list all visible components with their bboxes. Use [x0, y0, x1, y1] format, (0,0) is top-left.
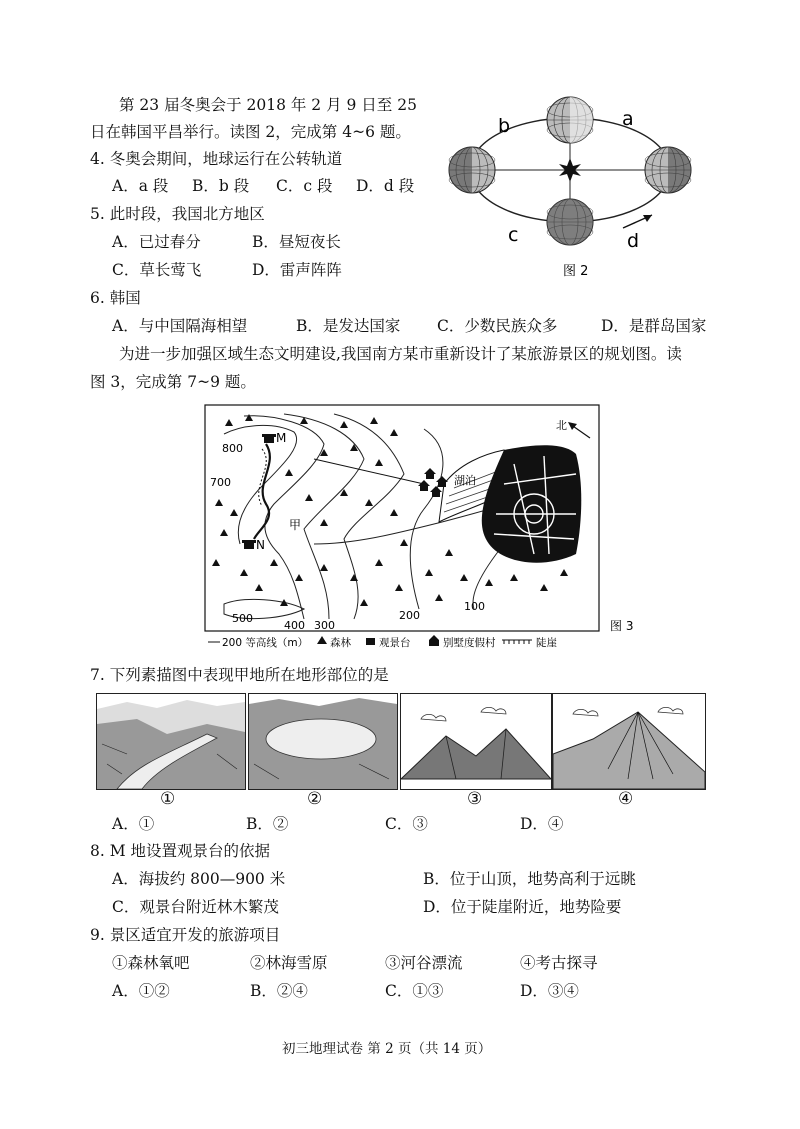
- svg-text:100: 100: [464, 600, 485, 613]
- q8-option-b: B．位于山顶，地势高利于远眺: [423, 870, 636, 888]
- sketch-1-valley: [96, 693, 246, 790]
- sketch-4-peak: [552, 693, 706, 790]
- page-footer: 初三地理试卷 第 2 页（共 14 页）: [282, 1041, 492, 1057]
- intro2-text-line1: 为进一步加强区域生态文明建设,我国南方某市重新设计了某旅游景区的规划图。读: [119, 345, 682, 363]
- orbit-label-b: b: [498, 115, 511, 137]
- q7-option-a: A．①: [112, 815, 155, 833]
- legend-villa: 别墅度假村: [443, 637, 496, 649]
- sketch-number-3: ③: [467, 789, 483, 809]
- q9-option-c: C．①③: [385, 982, 444, 1000]
- svg-text:700: 700: [210, 476, 231, 489]
- q6-option-c: C．少数民族众多: [437, 317, 558, 335]
- lake-label: 湖泊: [454, 474, 476, 487]
- orbit-label-a: a: [622, 108, 634, 130]
- point-jia-label: 甲: [289, 518, 302, 532]
- figure-2-orbit-diagram: [440, 92, 700, 282]
- q4-option-c: C．c 段: [276, 177, 333, 195]
- q4-option-d: D．d 段: [356, 177, 415, 195]
- q7-option-d: D．④: [520, 815, 564, 833]
- cliff-icon: [502, 640, 532, 644]
- q8-option-c: C．观景台附近林木繁茂: [112, 898, 279, 916]
- svg-text:300: 300: [314, 619, 335, 632]
- question-8-stem: 8. M 地设置观景台的依据: [90, 842, 271, 860]
- orbit-label-d: d: [627, 230, 640, 252]
- earth-globe-left: [449, 147, 495, 193]
- q4-option-b: B．b 段: [192, 177, 250, 195]
- orbit-label-c: c: [508, 224, 519, 246]
- figure-3-caption: 图 3: [610, 619, 634, 633]
- intro2-text-line2: 图 3，完成第 7~9 题。: [90, 373, 256, 391]
- legend-contour: 200 等高线（m）: [222, 637, 309, 649]
- q9-option-b: B．②④: [250, 982, 308, 1000]
- svg-text:500: 500: [232, 612, 253, 625]
- q9-item-2: ②林海雪原: [250, 954, 328, 972]
- viewpoint-icon-n: [242, 540, 256, 549]
- legend-forest: 森林: [330, 637, 351, 649]
- legend-viewpoint: 观景台: [379, 637, 411, 649]
- q7-option-c: C．③: [385, 815, 428, 833]
- q5-option-a: A．已过春分: [112, 233, 201, 251]
- q8-option-a: A．海拔约 800—900 米: [112, 870, 286, 888]
- sketch-number-1: ①: [160, 789, 176, 809]
- point-m-label: M: [276, 431, 287, 445]
- q8-option-d: D．位于陡崖附近，地势险要: [423, 898, 622, 916]
- svg-text:800: 800: [222, 442, 243, 455]
- point-n-label: N: [256, 538, 265, 552]
- svg-text:200: 200: [399, 609, 420, 622]
- figure-2-caption: 图 2: [563, 264, 589, 279]
- question-6-stem: 6. 韩国: [90, 289, 141, 307]
- tree-icon: [317, 636, 327, 644]
- q5-option-d: D．雷声阵阵: [252, 261, 342, 279]
- question-7-stem: 7. 下列素描图中表现甲地所在地形部位的是: [90, 666, 389, 684]
- q5-option-b: B．昼短夜长: [252, 233, 341, 251]
- q7-option-b: B．②: [246, 815, 289, 833]
- earth-globe-top: [547, 97, 593, 143]
- question-4-stem: 4. 冬奥会期间，地球运行在公转轨道: [90, 150, 343, 168]
- question-9-stem: 9. 景区适宜开发的旅游项目: [90, 926, 281, 944]
- viewpoint-icon: [366, 638, 375, 645]
- figure-3-contour-map: [204, 404, 644, 650]
- legend-cliff: 陡崖: [536, 637, 557, 649]
- villa-icon: [429, 635, 439, 646]
- q6-option-b: B．是发达国家: [296, 317, 401, 335]
- q9-item-4: ④考古探寻: [520, 954, 598, 972]
- viewpoint-icon-m: [262, 434, 276, 443]
- q6-option-a: A．与中国隔海相望: [112, 317, 248, 335]
- sketch-number-2: ②: [307, 789, 323, 809]
- svg-text:400: 400: [284, 619, 305, 632]
- q6-option-d: D．是群岛国家: [601, 317, 707, 335]
- q9-item-1: ①森林氧吧: [112, 954, 190, 972]
- sketch-2-basin: [248, 693, 398, 790]
- earth-globe-right: [645, 147, 691, 193]
- map-legend: [208, 635, 557, 649]
- q4-option-a: A．a 段: [112, 177, 169, 195]
- q9-option-d: D．③④: [520, 982, 579, 1000]
- question-5-stem: 5. 此时段，我国北方地区: [90, 205, 265, 223]
- sketch-3-twin-peaks: [400, 693, 552, 790]
- earth-globe-bottom: [547, 199, 593, 245]
- q9-item-3: ③河谷漂流: [385, 954, 463, 972]
- intro-text-line2: 日在韩国平昌举行。读图 2，完成第 4~6 题。: [90, 123, 411, 141]
- sketch-number-4: ④: [618, 789, 634, 809]
- q5-option-c: C．草长莺飞: [112, 261, 202, 279]
- q9-option-a: A．①②: [112, 982, 170, 1000]
- north-label: 北: [556, 419, 567, 432]
- intro-text-line1: 第 23 届冬奥会于 2018 年 2 月 9 日至 25: [119, 96, 417, 114]
